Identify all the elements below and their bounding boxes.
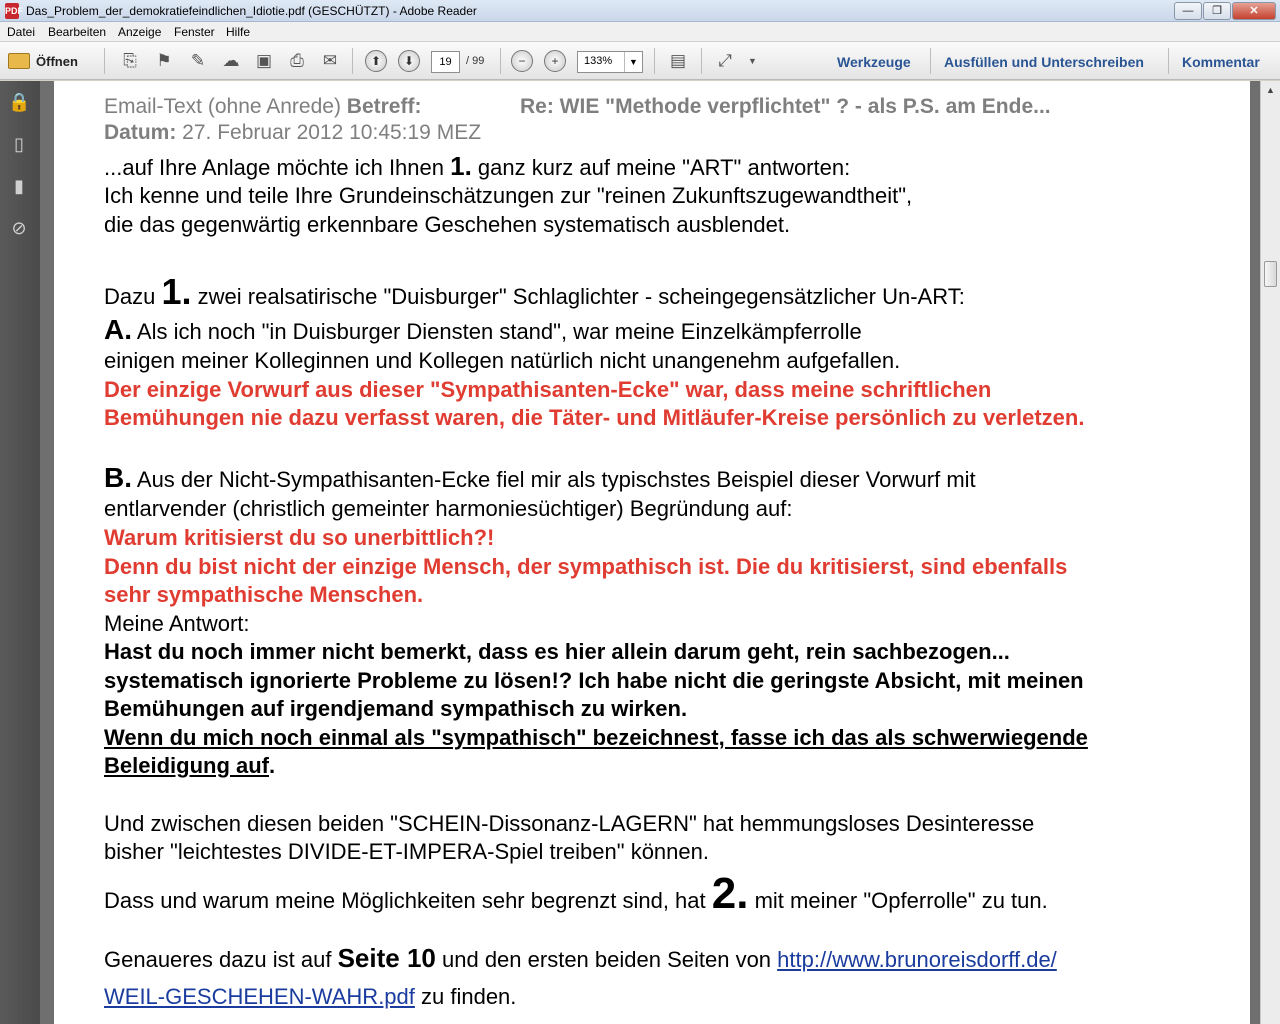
toolbar bbox=[0, 42, 1280, 80]
answer-label: Meine Antwort: bbox=[104, 611, 250, 636]
paragraph-line: die das gegenwärtig erkennbare Geschehen systematisch ausblendet. bbox=[104, 212, 791, 237]
text-span: . bbox=[269, 753, 276, 778]
chevron-down-icon[interactable]: ▼ bbox=[624, 52, 642, 72]
scroll-thumb[interactable] bbox=[1264, 261, 1277, 287]
letter-a: A. bbox=[104, 314, 132, 345]
open-button[interactable] bbox=[8, 49, 88, 73]
comment-button[interactable]: Kommentar bbox=[1182, 54, 1260, 70]
tools-button[interactable]: Werkzeuge bbox=[837, 54, 911, 70]
paragraph-intro-line bbox=[104, 151, 850, 182]
window-controls bbox=[1174, 2, 1276, 20]
navigation-pane bbox=[0, 81, 40, 1024]
attachments-icon[interactable]: ⊘ bbox=[11, 218, 27, 238]
section-a-line bbox=[104, 314, 862, 346]
paragraph-line: Und zwischen diesen beiden "SCHEIN-Dissonanz-LAGERN" hat hemmungsloses Desinteresse bbox=[104, 811, 1035, 836]
menu-hilfe[interactable]: Hilfe bbox=[226, 25, 251, 39]
fit-page-icon[interactable]: ▤ bbox=[669, 51, 687, 70]
betreff-value: Re: WIE "Methode verpflichtet" ? - als P.S. am Ende... bbox=[520, 95, 1051, 118]
page-number-input[interactable]: 19 bbox=[431, 51, 460, 73]
share-icon[interactable]: ⚑ bbox=[156, 51, 172, 70]
more-tools-chevron-icon[interactable]: ▼ bbox=[748, 56, 757, 66]
pdf-link[interactable]: WEIL-GESCHEHEN-WAHR.pdf bbox=[104, 984, 415, 1009]
restore-button[interactable]: ❐ bbox=[1203, 2, 1231, 20]
datum-value: 27. Februar 2012 10:45:19 MEZ bbox=[176, 121, 482, 144]
title-bar bbox=[0, 0, 1280, 22]
number-one: 1. bbox=[161, 271, 192, 312]
zoom-value: 133% bbox=[584, 55, 613, 67]
number-one: 1. bbox=[450, 151, 472, 181]
minimize-button[interactable]: — bbox=[1174, 2, 1202, 20]
datum-line bbox=[104, 121, 481, 145]
menu-bar bbox=[0, 22, 1280, 42]
text-span: Genaueres dazu ist auf bbox=[104, 947, 338, 972]
beleidigung-text: Beleidigung auf bbox=[104, 753, 269, 778]
paragraph-line: Ich kenne und teile Ihre Grundeinschätzungen zur "reinen Zukunftszugewandtheit", bbox=[104, 183, 913, 208]
email-icon[interactable]: ✉ bbox=[322, 51, 338, 70]
toolbar-divider bbox=[654, 48, 655, 74]
number-two: 2. bbox=[711, 869, 749, 918]
save-icon[interactable]: ▣ bbox=[255, 51, 273, 70]
toolbar-divider bbox=[500, 48, 501, 74]
prev-page-icon[interactable]: ⬆ bbox=[365, 50, 387, 72]
red-quote-line: Warum kritisierst du so unerbittlich?! bbox=[104, 525, 495, 550]
website-link[interactable]: http://www.brunoreisdorff.de/ bbox=[777, 947, 1057, 972]
text-span: zu finden. bbox=[414, 984, 517, 1009]
text-span: Dazu bbox=[104, 284, 162, 309]
text-span: Dass und warum meine Möglichkeiten sehr begrenzt sind, hat bbox=[104, 888, 712, 913]
menu-datei[interactable]: Datei bbox=[7, 25, 36, 39]
text-span: zwei realsatirische "Duisburger" Schlaglichter - scheingegensätzlicher Un-ART: bbox=[191, 284, 965, 309]
reference-line bbox=[104, 984, 516, 1010]
answer-line: Wenn du mich noch einmal als "sympathisch" bezeichnest, fasse ich das als schwerwiegende bbox=[104, 725, 1088, 750]
menu-anzeige[interactable]: Anzeige bbox=[118, 25, 162, 39]
page-total: / 99 bbox=[466, 55, 485, 67]
email-header-line bbox=[104, 95, 421, 119]
red-quote-line: Der einzige Vorwurf aus dieser "Sympathisanten-Ecke" war, dass meine schriftlichen bbox=[104, 377, 992, 402]
text-span: mit meiner "Opferrolle" zu tun. bbox=[748, 888, 1048, 913]
zoom-out-icon[interactable]: − bbox=[511, 50, 533, 72]
answer-line bbox=[104, 753, 275, 779]
datum-label: Datum: bbox=[104, 121, 177, 144]
paragraph-line: einigen meiner Kolleginnen und Kollegen natürlich nicht unangenehm aufgefallen. bbox=[104, 348, 901, 373]
create-pdf-icon[interactable]: ⎘ bbox=[123, 51, 137, 70]
toolbar-divider bbox=[104, 48, 105, 74]
toolbar-divider bbox=[1168, 48, 1169, 74]
paragraph-line: entlarvender (christlich gemeinter harmoniesüchtiger) Begründung auf: bbox=[104, 496, 793, 521]
text-span: und den ersten beiden Seiten von bbox=[435, 947, 778, 972]
upload-icon[interactable]: ☁ bbox=[222, 51, 240, 70]
text-span: ganz kurz auf meine "ART" antworten: bbox=[471, 155, 851, 180]
betreff-label: Betreff: bbox=[346, 95, 422, 118]
answer-line: systematisch ignorierte Probleme zu lösen!? Ich habe nicht die geringste Absicht, mit meinen bbox=[104, 668, 1084, 693]
menu-bearbeiten[interactable]: Bearbeiten bbox=[48, 25, 107, 39]
lock-icon[interactable]: 🔒 bbox=[8, 92, 31, 112]
seite-10: Seite 10 bbox=[337, 943, 436, 973]
window-title: Das_Problem_der_demokratiefeindlichen_Idiotie.pdf (GESCHÜTZT) - Adobe Reader bbox=[26, 4, 477, 18]
toolbar-divider bbox=[701, 48, 702, 74]
text-span: ...auf Ihre Anlage möchte ich Ihnen bbox=[104, 155, 451, 180]
dazu-line bbox=[104, 271, 965, 313]
red-quote-line: sehr sympathische Menschen. bbox=[104, 582, 424, 607]
red-quote-line: Bemühungen nie dazu verfasst waren, die Täter- und Mitläufer-Kreise persönlich zu verletzen. bbox=[104, 405, 1085, 430]
folder-icon bbox=[8, 53, 30, 69]
close-button[interactable]: ✕ bbox=[1232, 2, 1276, 20]
toolbar-divider bbox=[930, 48, 931, 74]
document-viewport[interactable] bbox=[40, 81, 1260, 1024]
paragraph-line: bisher "leichtestes DIVIDE-ET-IMPERA-Spiel treiben" können. bbox=[104, 839, 709, 864]
text-span: Als ich noch "in Duisburger Diensten stand", war meine Einzelkämpferrolle bbox=[132, 319, 862, 344]
letter-b: B. bbox=[104, 462, 132, 493]
answer-line: Bemühungen auf irgendjemand sympathisch zu wirken. bbox=[104, 696, 688, 721]
pdf-page bbox=[54, 81, 1250, 1024]
fullscreen-icon[interactable]: ⤢ bbox=[718, 51, 732, 70]
red-quote-line: Denn du bist nicht der einzige Mensch, der sympathisch ist. Die du kritisierst, sind ebenfalls bbox=[104, 554, 1068, 579]
reference-line bbox=[104, 943, 1057, 974]
answer-line: Hast du noch immer nicht bemerkt, dass es hier allein darum geht, rein sachbezogen... bbox=[104, 639, 1010, 664]
toolbar-divider bbox=[352, 48, 353, 74]
opferrolle-line bbox=[104, 869, 1048, 919]
adobe-reader-icon: PDF bbox=[5, 3, 19, 19]
sign-icon[interactable]: ✎ bbox=[190, 51, 206, 70]
pages-icon[interactable]: ▯ bbox=[14, 134, 24, 154]
header-prefix: Email-Text (ohne Anrede) bbox=[104, 95, 347, 118]
vertical-scrollbar[interactable] bbox=[1260, 81, 1280, 1024]
text-span: Aus der Nicht-Sympathisanten-Ecke fiel mir als typischstes Beispiel dieser Vorwurf mit bbox=[132, 467, 976, 492]
print-icon[interactable]: ⎙ bbox=[290, 51, 304, 70]
bookmarks-icon[interactable]: ▮ bbox=[14, 176, 24, 196]
fill-sign-button[interactable]: Ausfüllen und Unterschreiben bbox=[944, 54, 1144, 70]
section-b-line bbox=[104, 462, 976, 494]
zoom-in-icon[interactable]: + bbox=[544, 50, 566, 72]
zoom-select[interactable] bbox=[577, 51, 643, 73]
next-page-icon[interactable]: ⬇ bbox=[398, 50, 420, 72]
open-label: Öffnen bbox=[36, 53, 78, 69]
scroll-up-icon[interactable]: ▲ bbox=[1266, 85, 1275, 95]
menu-fenster[interactable]: Fenster bbox=[174, 25, 215, 39]
